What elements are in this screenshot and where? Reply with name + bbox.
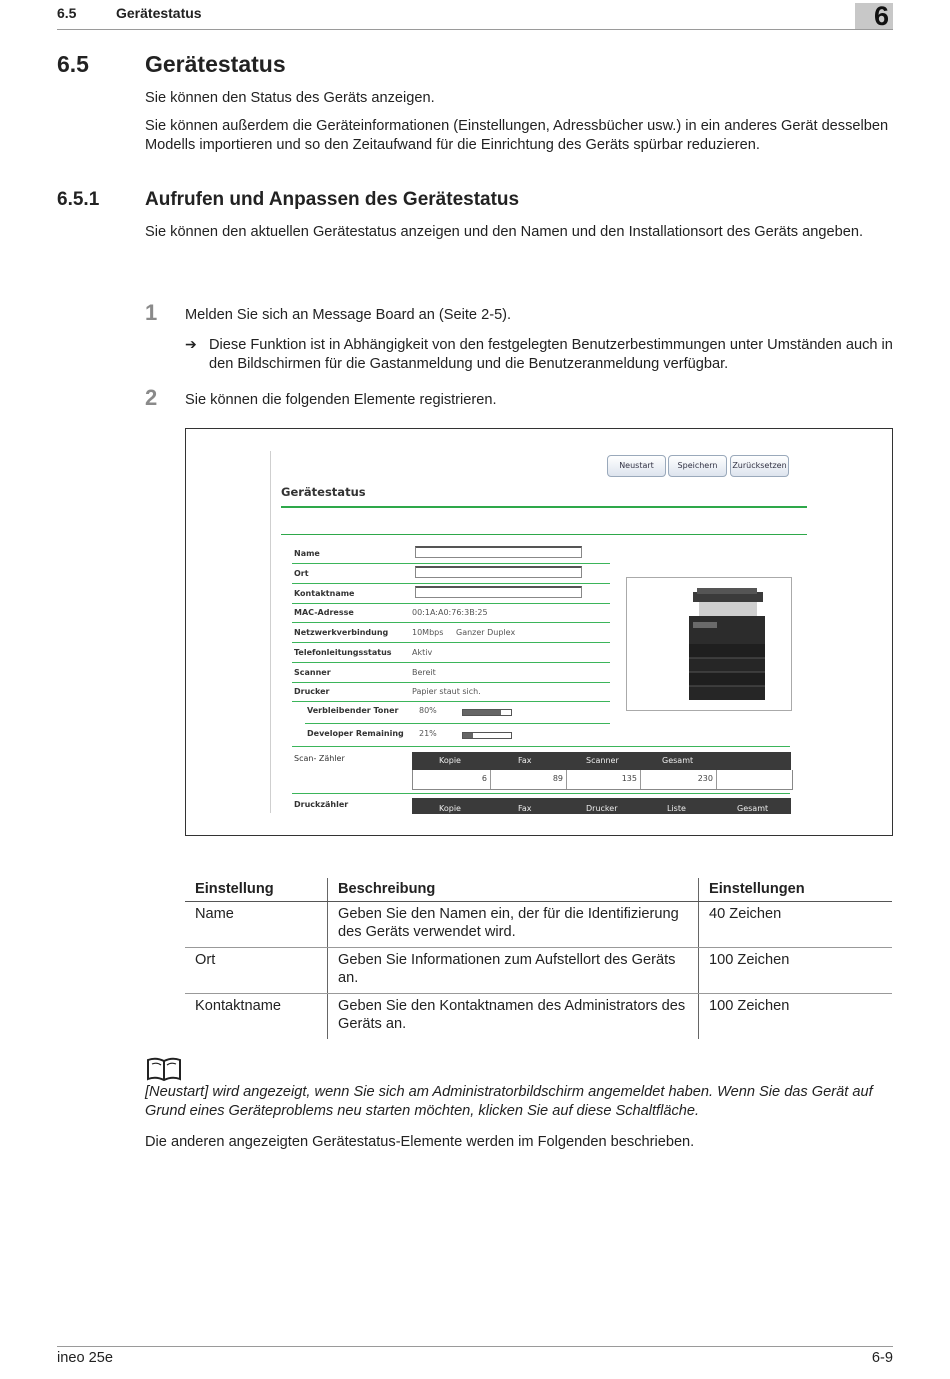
label-contact: Kontaktname xyxy=(294,589,355,598)
intro-paragraph-1: Sie können den Status des Geräts anzeigen. xyxy=(145,90,435,106)
network-speed-value: 10Mbps xyxy=(412,628,444,637)
print-header-printer: Drucker xyxy=(586,804,618,813)
row-value: 100 Zeichen xyxy=(699,948,893,994)
footer-rule xyxy=(57,1346,893,1347)
scan-header-copy: Kopie xyxy=(439,756,461,765)
table-row xyxy=(185,994,892,1040)
developer-bar xyxy=(462,732,512,739)
row-setting: Name xyxy=(185,902,328,948)
open-book-icon xyxy=(146,1057,182,1086)
title-rule xyxy=(281,506,807,508)
scan-value-fax: 89 xyxy=(552,774,563,783)
subsection-number: 6.5.1 xyxy=(57,189,100,210)
name-input[interactable] xyxy=(415,546,582,558)
label-location: Ort xyxy=(294,569,309,578)
row-divider xyxy=(305,723,610,724)
toner-value: 80% xyxy=(419,706,437,715)
scan-header-total: Gesamt xyxy=(662,756,694,765)
row-divider xyxy=(292,622,610,623)
note-text: [Neustart] wird angezeigt, wenn Sie sich am Administratorbildschirm angemeldet haben. Wenn Sie das Gerät auf Grund eines Geräteproblems neu starten möchten, klicken Sie auf diese Schaltfläche. xyxy=(145,1084,873,1119)
screenshot-divider xyxy=(270,451,271,813)
label-developer: Developer Remaining xyxy=(307,729,404,738)
save-button[interactable]: Speichern xyxy=(668,455,727,477)
table-row xyxy=(185,902,892,948)
row-setting: Ort xyxy=(185,948,328,994)
contact-name-input[interactable] xyxy=(415,586,582,598)
row-divider xyxy=(292,701,610,702)
printer-value: Papier staut sich. xyxy=(412,687,481,696)
row-divider xyxy=(292,682,610,683)
scan-header-scanner: Scanner xyxy=(586,756,619,765)
scan-header-fax: Fax xyxy=(518,756,532,765)
label-mac: MAC-Adresse xyxy=(294,608,354,617)
step-number-1: 1 xyxy=(145,300,158,325)
settings-table xyxy=(185,878,892,1039)
table-row xyxy=(185,948,892,994)
scan-value-copy: 6 xyxy=(481,774,487,783)
label-name: Name xyxy=(294,549,320,558)
row-divider xyxy=(292,563,610,564)
print-header-fax: Fax xyxy=(518,804,532,813)
toner-bar xyxy=(462,709,512,716)
row-description: Geben Sie Informationen zum Aufstellort des Geräts an. xyxy=(328,948,699,994)
scanner-value: Bereit xyxy=(412,668,436,677)
step-1-note: Diese Funktion ist in Abhängigkeit von den festgelegten Benutzerbestimmungen unter Umständen auch in den Bildschirmen für die Gastanmeldung und die Benutzeranmeldung verfügbar. xyxy=(209,337,893,372)
scan-value-total: 230 xyxy=(697,774,713,783)
arrow-icon: ➔ xyxy=(185,336,197,352)
header-rule xyxy=(57,29,893,30)
print-header-total: Gesamt xyxy=(737,804,769,813)
label-scanner: Scanner xyxy=(294,668,331,677)
row-value: 100 Zeichen xyxy=(709,998,790,1014)
header-values: Einstellungen xyxy=(699,878,893,902)
device-status-screenshot xyxy=(185,428,893,836)
title-rule-lower xyxy=(281,534,807,535)
step-text-2: Sie können die folgenden Elemente registrieren. xyxy=(185,392,497,408)
chapter-number: 6 xyxy=(873,1,889,31)
developer-bar-fill xyxy=(463,733,473,738)
label-phone-line: Telefonleitungsstatus xyxy=(294,648,392,657)
step-text-1: Melden Sie sich an Message Board an (Seite 2-5). xyxy=(185,307,512,323)
row-description: Geben Sie den Kontaktnamen des Administrators des Geräts an. xyxy=(328,994,699,1040)
location-input[interactable] xyxy=(415,566,582,578)
footer-product: ineo 25e xyxy=(57,1350,113,1366)
mac-value: 00:1A:A0:76:3B:25 xyxy=(412,608,488,617)
row-value: 40 Zeichen xyxy=(699,902,893,948)
row-divider xyxy=(292,583,610,584)
row-divider xyxy=(292,746,790,747)
scan-counter-header xyxy=(412,752,791,770)
row-divider xyxy=(292,603,610,604)
subsection-title: Aufrufen und Anpassen des Gerätestatus xyxy=(145,189,520,210)
header-description: Beschreibung xyxy=(328,878,699,902)
label-scan-counter: Scan- Zähler xyxy=(294,754,345,763)
label-toner: Verbleibender Toner xyxy=(307,706,399,715)
network-duplex-value: Ganzer Duplex xyxy=(456,628,516,637)
developer-value: 21% xyxy=(419,729,437,738)
label-print-counter: Druckzähler xyxy=(294,800,349,809)
header-setting: Einstellung xyxy=(185,878,328,902)
subsection-paragraph: Sie können den aktuellen Gerätestatus anzeigen und den Namen und den Installationsort des Geräts angeben. xyxy=(145,224,864,240)
footer-page-number: 6-9 xyxy=(871,1350,893,1366)
printer-icon xyxy=(627,578,791,710)
scan-value-scanner: 135 xyxy=(621,774,637,783)
table-header-row xyxy=(185,878,892,902)
section-title: Gerätestatus xyxy=(145,51,286,77)
row-divider xyxy=(292,662,610,663)
row-divider xyxy=(292,793,790,794)
closing-paragraph: Die anderen angezeigten Gerätestatus-Elemente werden im Folgenden beschrieben. xyxy=(145,1134,695,1150)
intro-paragraph-2: Sie können außerdem die Geräteinformationen (Einstellungen, Adressbücher usw.) in ein anderes Gerät desselben Modells importieren und so den Zeitaufwand für die Einrichtung des Geräts spürbar reduzieren. xyxy=(145,118,889,153)
toner-bar-fill xyxy=(463,710,501,715)
section-number: 6.5 xyxy=(57,51,89,77)
running-header-section-title: Gerätestatus xyxy=(116,5,202,21)
screen-title: Gerätestatus xyxy=(281,485,366,499)
step-number-2: 2 xyxy=(145,385,158,410)
print-counter-header xyxy=(412,798,791,814)
restart-button[interactable]: Neustart xyxy=(607,455,666,477)
scan-counter-values xyxy=(412,770,793,790)
row-description: Geben Sie den Namen ein, der für die Identifizierung des Geräts verwendet wird. xyxy=(328,902,699,948)
label-network: Netzwerkverbindung xyxy=(294,628,389,637)
running-header-section-number: 6.5 xyxy=(57,5,77,21)
print-header-copy: Kopie xyxy=(439,804,461,813)
print-header-list: Liste xyxy=(667,804,686,813)
device-image xyxy=(626,577,792,711)
phone-line-value: Aktiv xyxy=(412,648,433,657)
reset-button[interactable]: Zurücksetzen xyxy=(730,455,789,477)
row-setting: Kontaktname xyxy=(185,994,328,1040)
label-printer: Drucker xyxy=(294,687,330,696)
row-divider xyxy=(292,642,610,643)
